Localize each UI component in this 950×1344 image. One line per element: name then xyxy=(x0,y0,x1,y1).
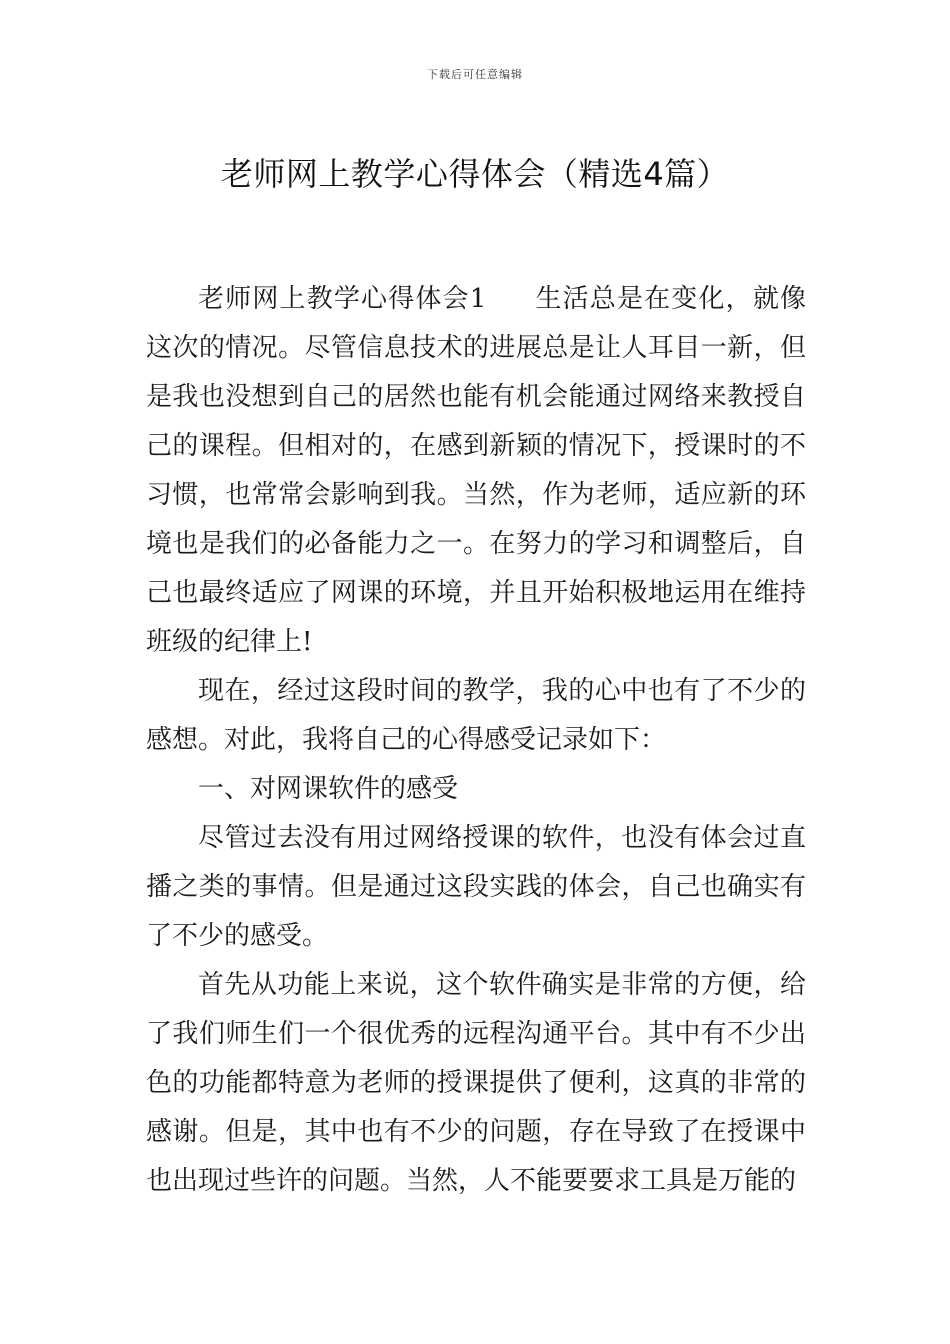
paragraph-1 xyxy=(146,275,806,667)
section-heading: 老师网上教学心得体会1 xyxy=(198,284,487,314)
page-title: 老师网上教学心得体会（精选4篇） xyxy=(220,155,730,194)
paragraph-text: 生活总是在变化，就像这次的情况。尽管信息技术的进展总是让人耳目一新，但是我也没想到自己的居然也能有机会能通过网络来教授自己的课程。但相对的，在感到新颖的情况下，授课时的不习惯，也常常会影响到我。当然，作为老师，适应新的环境也是我们的必备能力之一。在努力的学习和调整后，自己也最终适应了网课的环境，并且开始积极地运用在维持班级的纪律上! xyxy=(146,284,806,657)
subheading-1 xyxy=(146,765,806,814)
document-body xyxy=(146,275,806,1206)
paragraph-2 xyxy=(146,667,806,765)
header-note: 下载后可任意编辑 xyxy=(427,68,523,81)
paragraph-4 xyxy=(146,961,806,1206)
subheading-text: 一、对网课软件的感受 xyxy=(198,774,459,804)
paragraph-3 xyxy=(146,814,806,961)
paragraph-text: 现在，经过这段时间的教学，我的心中也有了不少的感想。对此，我将自己的心得感受记录如下： xyxy=(146,676,806,755)
paragraph-text: 尽管过去没有用过网络授课的软件，也没有体会过直播之类的事情。但是通过这段实践的体会，自己也确实有了不少的感受。 xyxy=(146,823,806,951)
paragraph-text: 首先从功能上来说，这个软件确实是非常的方便，给了我们师生们一个很优秀的远程沟通平台。其中有不少出色的功能都特意为老师的授课提供了便利，这真的非常的感谢。但是，其中也有不少的问题，存在导致了在授课中也出现过些许的问题。当然，人不能要要求工具是万能的 xyxy=(146,970,806,1196)
